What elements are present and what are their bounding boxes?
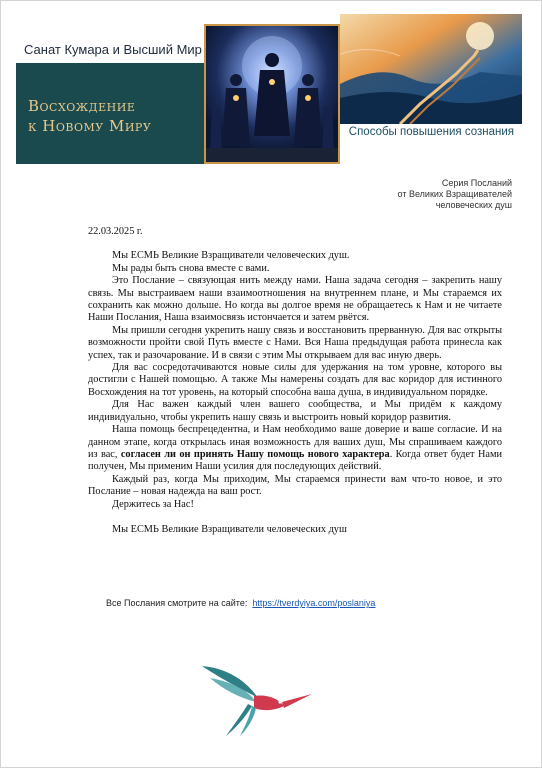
- paragraph-6: Каждый раз, когда Мы приходим, Мы стараемся принести вам что-то новое, и это Послание – новая надежда на ваш рост.: [88, 473, 502, 498]
- subtitle-bar: [340, 124, 522, 164]
- footer-text: Все Послания смотрите на сайте:: [106, 598, 248, 608]
- stairs-image: [340, 14, 522, 124]
- series-line1: Серия Посланий: [441, 178, 512, 188]
- main-title-line1: Восхождение: [28, 97, 136, 115]
- paragraph-2: Мы пришли сегодня укрепить нашу связь и восстановить прерванную. Для вас открыты возможности пройти свой Путь вместе с Нами. Вся Наша предыдущая работа принесла как успех, так и разочарование. И в связи с этим Мы открываем для вас иную дверь.: [88, 324, 502, 361]
- letter-body: [88, 226, 502, 536]
- header-left-panel: [16, 36, 206, 164]
- letter-date: 22.03.2025 г.: [88, 226, 143, 237]
- paragraph-5-bold: согласен ли он принять Нашу помощь нового характера: [120, 448, 390, 460]
- series-line3: человеческих душ: [435, 200, 512, 210]
- paragraph-1: Это Послание – связующая нить между нами. Наша задача сегодня – закрепить нашу связь. Мы выстраиваем наши взаимоотношения на внутреннем плане, и Мы стараемся их сохранить как можно дольше. Но когда вы долгое время не обращаетесь к Нам и не читаете Наши Послания, Наша взаимосвязь истончается и затем рвётся.: [88, 275, 502, 324]
- main-title-line2: к Новому Миру: [28, 117, 152, 135]
- signature: Мы ЕСМЬ Великие Взращиватели человеческих душ: [112, 523, 347, 535]
- footer: [106, 598, 375, 608]
- main-title: [28, 96, 151, 136]
- header-banner: [16, 36, 522, 164]
- figures-illustration: [206, 26, 338, 162]
- paragraph-4: Для Нас важен каждый член вашего сообщества, и Мы придём к каждому индивидуально, чтобы укрепить нашу связь и выстроить новый коридор развития.: [88, 399, 502, 423]
- site-title: Санат Кумара и Высший Мир: [24, 42, 202, 57]
- paragraph-5: [88, 424, 502, 474]
- site-link[interactable]: https://tverdyiya.com/poslaniya: [252, 598, 376, 608]
- paragraph-7: Держитесь за Нас!: [112, 498, 194, 510]
- paragraph-5-end: . Когда ответ будет Нами получен, Мы применим Наши усилия для последующих действий.: [88, 448, 503, 473]
- stairs-illustration: [340, 14, 522, 124]
- paragraph-3: Для вас сосредотачиваются новые силы для удержания на том уровне, которого вы достигли с Нашей помощью. А также Мы намерены создать для вас коридор для истинного Восхождения на тот уровень, на который способна ваша душа, в индивидуальном порядке.: [88, 362, 502, 398]
- hummingbird-icon: [196, 660, 314, 738]
- series-label: [398, 178, 512, 211]
- greeting-line1: Мы ЕСМЬ Великие Взращиватели человеческих душ.: [112, 250, 350, 262]
- figures-image: [204, 24, 340, 164]
- paragraph-5-start: Наша помощь беспрецедентна, и Нам необходимо ваше доверие и ваше согласие. И на данном этапе, когда открылась иная возможность для ваших душ, Мы спрашиваем каждого из вас,: [88, 424, 502, 460]
- greeting-line2: Мы рады быть снова вместе с вами.: [112, 262, 270, 274]
- series-line2: от Великих Взращивателей: [397, 189, 512, 199]
- subtitle: Способы повышения сознания: [348, 126, 514, 138]
